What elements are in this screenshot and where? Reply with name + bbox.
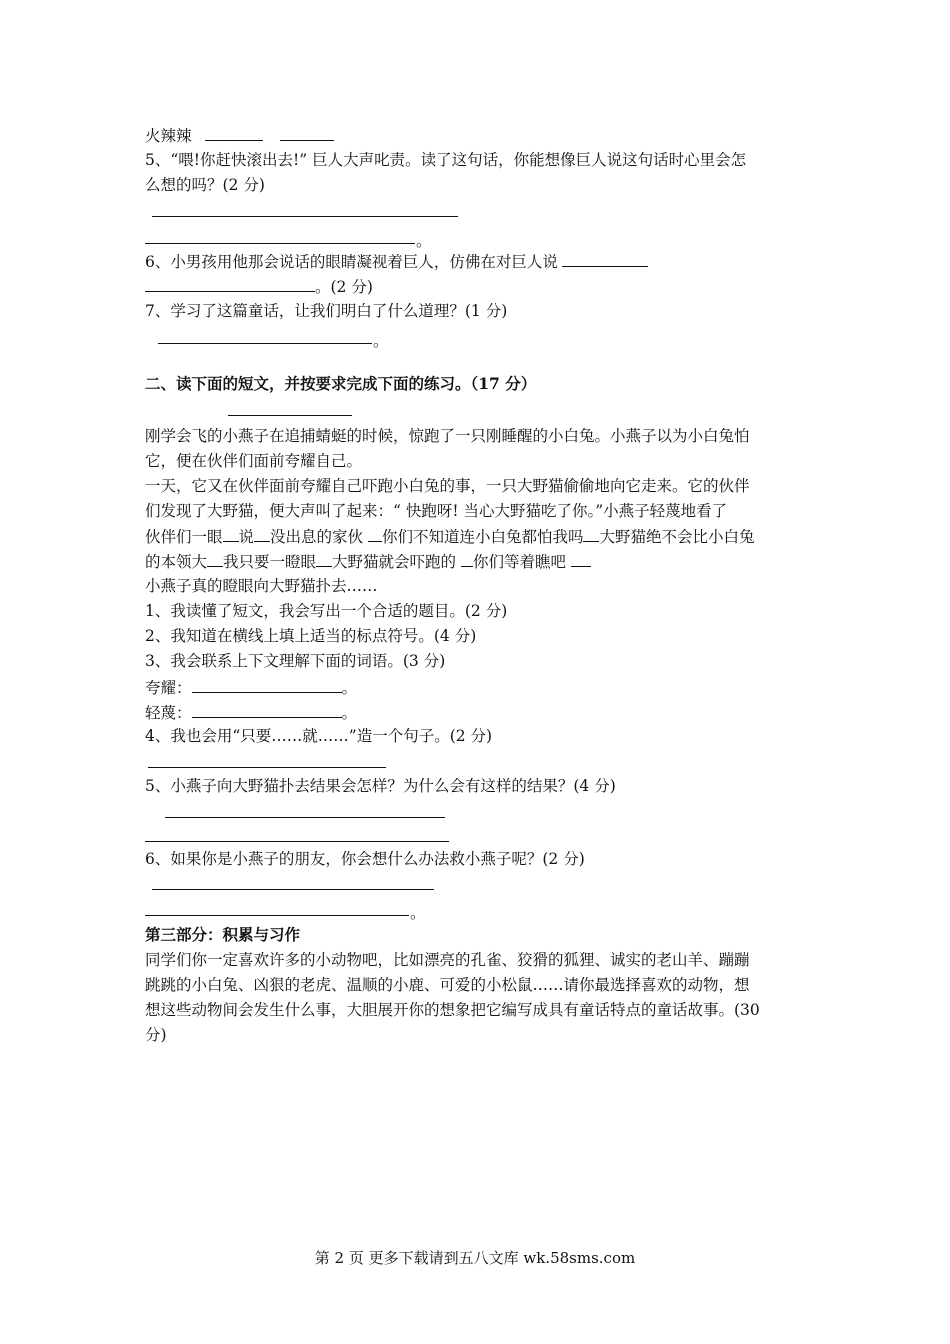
answer-blank[interactable]: [562, 250, 648, 267]
prompt-line: 跳跳的小白兔、凶狠的老虎、温顺的小鹿、可爱的小松鼠……请你最选择喜欢的动物，想: [145, 976, 750, 994]
prompt-line: 同学们你一定喜欢许多的小动物吧，比如漂亮的孔雀、狡猾的狐狸、诚实的老山羊、蹦蹦: [145, 951, 750, 969]
period: 。: [373, 332, 389, 350]
period: 。: [410, 904, 426, 922]
word-huolala: 火辣辣: [145, 127, 192, 145]
prompt-line: 分): [145, 1026, 167, 1044]
punctuation-blank[interactable]: [583, 525, 599, 542]
word-qingmie: 轻蔑： 。: [145, 701, 357, 724]
passage-line-with-blanks: 伙伴们一眼 说 没出息的家伙 你们不知道连小白兔都怕我吗 大野猫绝不会比小白兔: [145, 525, 755, 548]
answer-blank[interactable]: [205, 124, 263, 141]
passage-line: 一天，它又在伙伴面前夸耀自己吓跑小白兔的事，一只大野猫偷偷地向它走来。它的伙伴: [145, 477, 750, 495]
question-2: 2、我知道在横线上填上适当的标点符号。(4 分): [145, 627, 477, 645]
line-huolala: [145, 124, 334, 147]
punctuation-blank[interactable]: [207, 550, 223, 567]
prompt-line: 想这些动物间会发生什么事，大胆展开你的想象把它编写成具有童话特点的童话故事。(30: [145, 1001, 760, 1019]
passage-line: 刚学会飞的小燕子在追捕蜻蜓的时候，惊跑了一只刚睡醒的小白兔。小燕子以为小白兔怕: [145, 427, 750, 445]
question-5-cont: 么想的吗？(2 分): [145, 176, 265, 194]
answer-blank[interactable]: [192, 676, 342, 693]
punctuation-blank[interactable]: [461, 550, 473, 567]
question-4: 4、我也会用“只要……就……”造一个句子。(2 分): [145, 727, 493, 745]
title-blank[interactable]: [228, 415, 352, 416]
question-5: 5、“喂!你赶快滚出去!” 巨人大声叱责。读了这句话，你能想像巨人说这句话时心里会怎: [145, 151, 747, 169]
passage-line: 小燕子真的瞪眼向大野猫扑去……: [145, 577, 378, 595]
passage-line-with-blanks: 的本领大 我只要一瞪眼 大野猫就会吓跑的 你们等着瞧吧: [145, 550, 591, 573]
answer-blank[interactable]: [192, 701, 342, 718]
answer-blank[interactable]: [280, 124, 334, 141]
question-6: 6、如果你是小燕子的朋友，你会想什么办法救小燕子呢？(2 分): [145, 850, 585, 868]
answer-line[interactable]: [145, 915, 409, 916]
question-1: 1、我读懂了短文，我会写出一个合适的题目。(2 分): [145, 602, 508, 620]
question-3: 3、我会联系上下文理解下面的词语。(3 分): [145, 652, 446, 670]
part2-heading: 二、读下面的短文，并按要求完成下面的练习。（17 分）: [145, 374, 537, 393]
passage-line: 它，便在伙伴们面前夸耀自己。: [145, 452, 363, 470]
answer-line[interactable]: [145, 841, 449, 842]
punctuation-blank[interactable]: [316, 550, 332, 567]
page-footer: 第 2 页 更多下载请到五八文库 wk.58sms.com: [314, 1249, 636, 1267]
passage-line: 们发现了大野猫，便大声叫了起来：“ 快跑呀! 当心大野猫吃了你。”小燕子轻蔑地看了: [145, 502, 728, 520]
answer-blank[interactable]: [145, 275, 315, 292]
question-6-cont: 。(2 分): [145, 275, 373, 298]
answer-line[interactable]: [152, 889, 434, 890]
word-kuayao: 夸耀： 。: [145, 676, 357, 699]
answer-line[interactable]: [148, 767, 386, 768]
punctuation-blank[interactable]: [223, 525, 239, 542]
answer-line[interactable]: [152, 216, 458, 217]
question-7: 7、学习了这篇童话，让我们明白了什么道理？(1 分): [145, 302, 508, 320]
question-6: 6、小男孩用他那会说话的眼睛凝视着巨人，仿佛在对巨人说: [145, 250, 648, 273]
punctuation-blank[interactable]: [254, 525, 270, 542]
question-5: 5、小燕子向大野猫扑去结果会怎样？为什么会有这样的结果？(4 分): [145, 777, 616, 795]
answer-line[interactable]: [165, 817, 445, 818]
part3-heading: 第三部分：积累与习作: [145, 925, 301, 944]
punctuation-blank[interactable]: [368, 525, 382, 542]
period: 。: [416, 232, 432, 250]
answer-line[interactable]: [145, 243, 415, 244]
punctuation-blank[interactable]: [571, 550, 591, 567]
answer-line[interactable]: [158, 343, 372, 344]
